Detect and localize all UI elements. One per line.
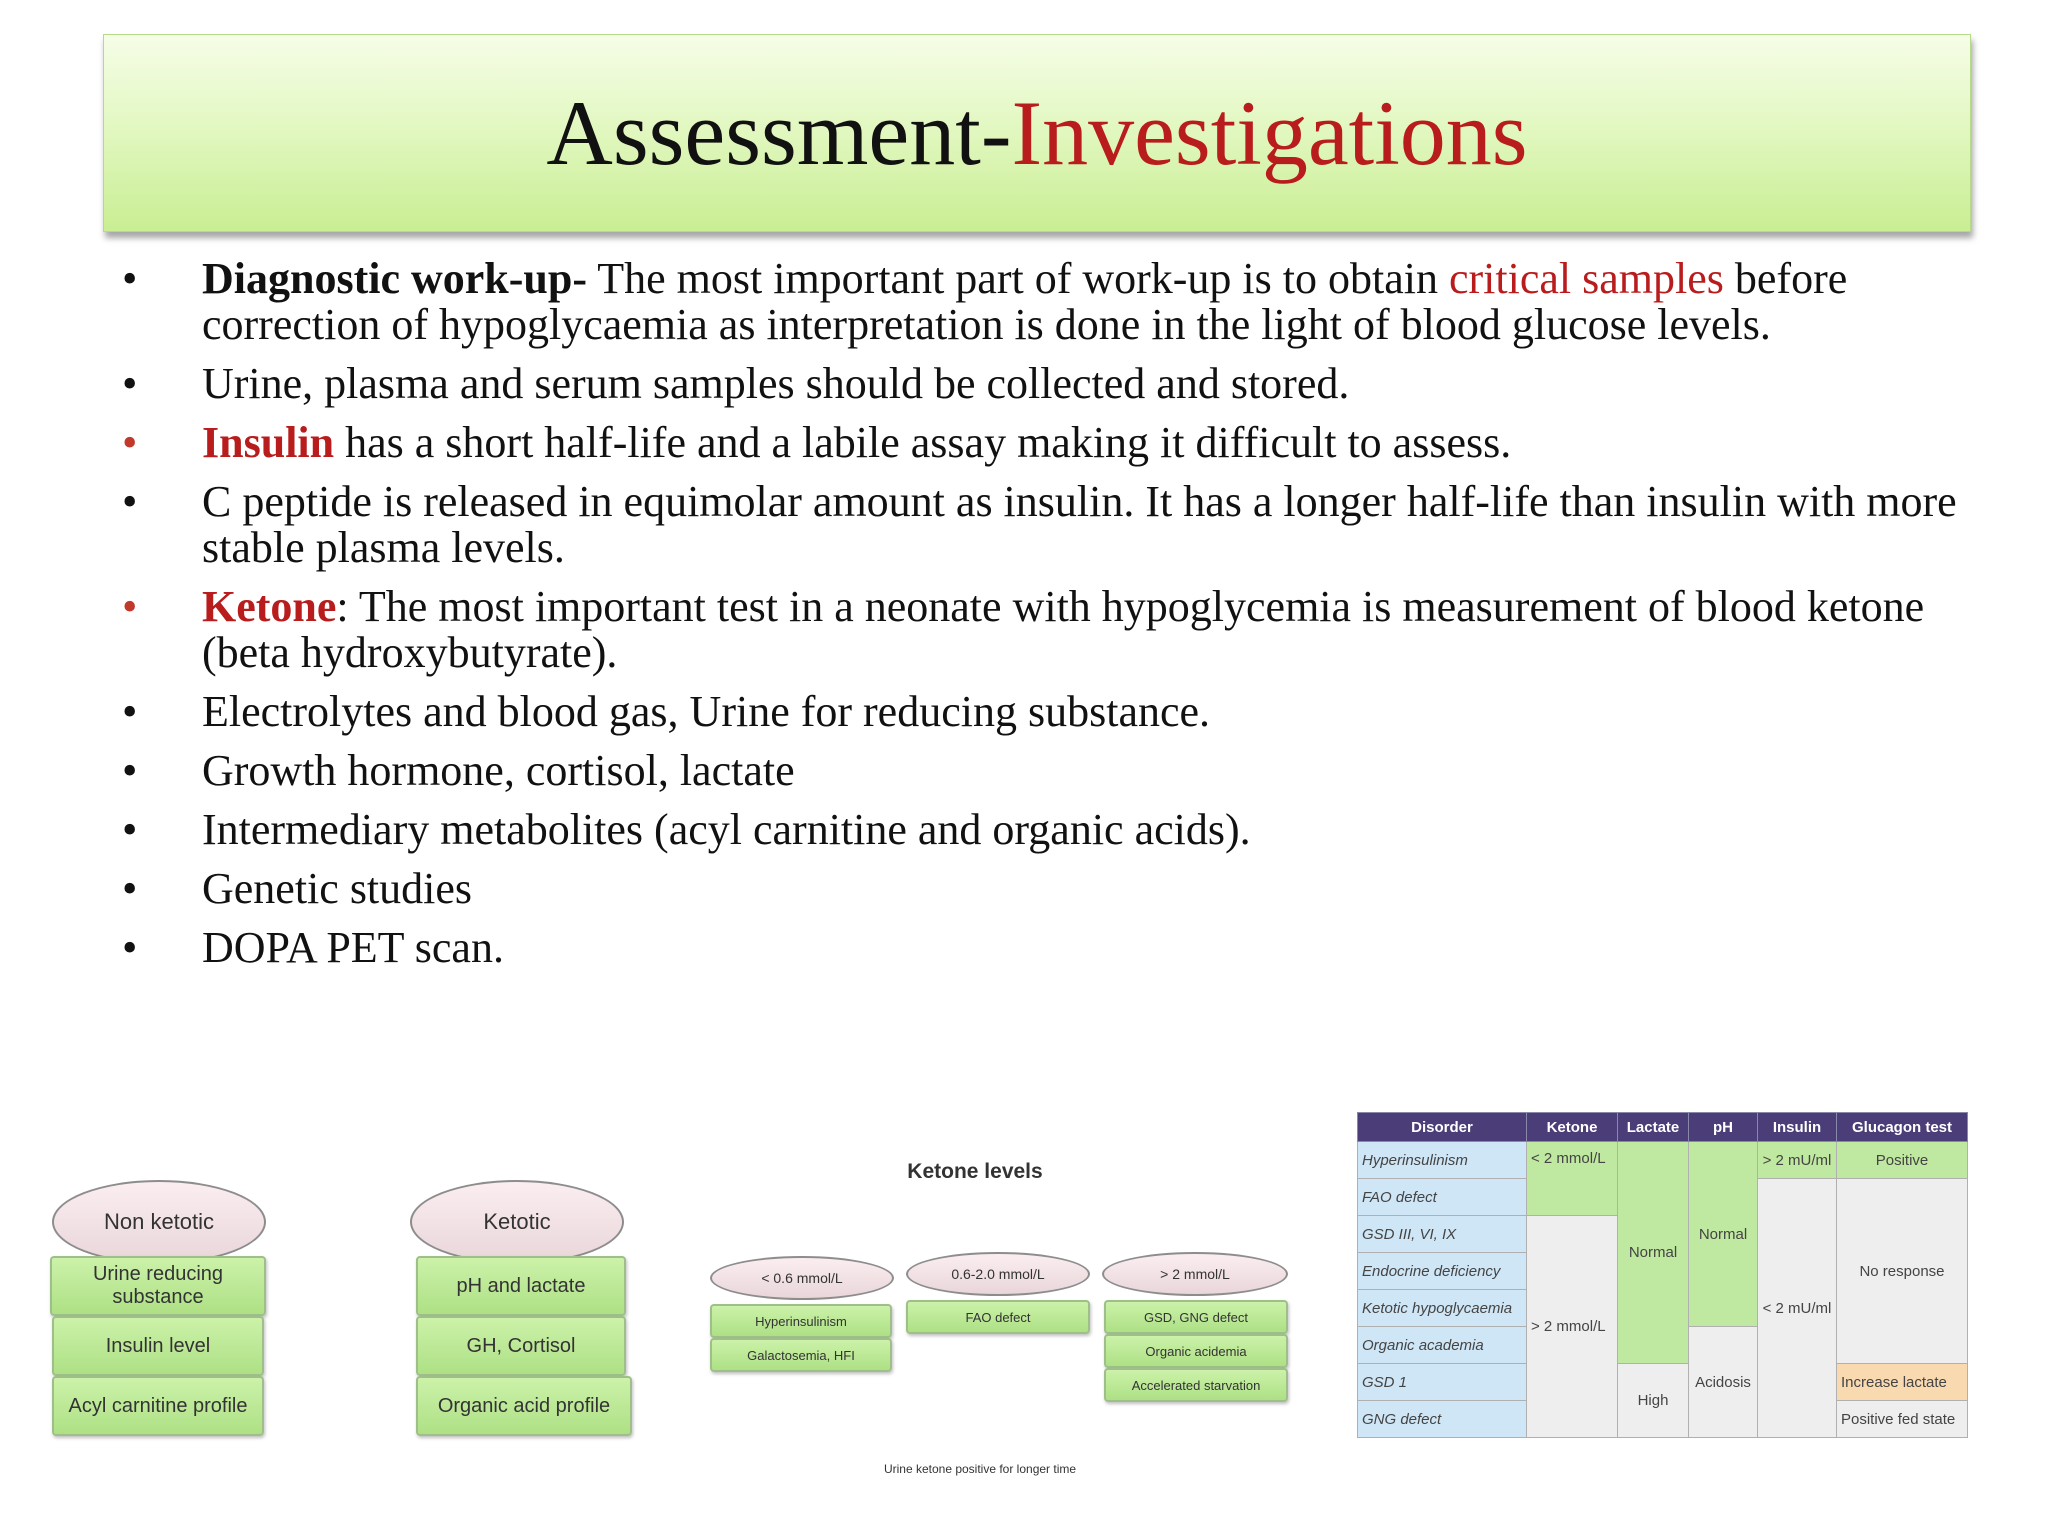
column-header: Glucagon test [1837,1113,1968,1142]
bullet-text: has a short half-life and a labile assay making it difficult to assess. [334,418,1512,467]
bullet-item [122,361,1962,407]
ketone-cell: < 2 mmol/L [1527,1142,1618,1216]
ketone-footnote: Urine ketone positive for longer time [883,1462,1077,1476]
table-row [1358,1142,1968,1179]
column-header: Ketone [1527,1113,1618,1142]
disorder-cell: Ketotic hypoglycaemia [1358,1290,1527,1327]
bullet-item [122,866,1962,912]
ketotic-oval: Ketotic [410,1180,624,1264]
bullet-item [122,807,1962,853]
title-banner [103,34,1971,232]
glucagon-cell: Increase lactate [1837,1364,1968,1401]
bullet-dot: • [122,746,138,795]
bullet-text: Electrolytes and blood gas, Urine for reducing substance. [202,687,1211,736]
slide-title [546,80,1527,186]
diagram2-box: pH and lactate [416,1256,626,1316]
bullet-text-rest: before correction of hypoglycaemia as interpretation is done in the light of blood glucose levels. [202,254,1848,349]
bullet-text: Growth hormone, cortisol, lactate [202,746,795,795]
title-part-2: Investigations [1011,82,1528,184]
disorder-cell: GSD III, VI, IX [1358,1216,1527,1253]
disorder-cell: GSD 1 [1358,1364,1527,1401]
bullet-text: DOPA PET scan. [202,923,504,972]
ketone-col3-box: GSD, GNG defect [1104,1300,1288,1334]
table-header-row [1358,1113,1968,1142]
glucagon-cell: No response [1837,1179,1968,1364]
bullet-dot: • [122,477,138,526]
bullet-highlight: critical samples [1448,254,1724,303]
bullet-bold: Ketone [202,582,337,631]
ketone-col3-box: Accelerated starvation [1104,1368,1288,1402]
ketone-level-oval: > 2 mmol/L [1102,1252,1288,1296]
disorder-cell: FAO defect [1358,1179,1527,1216]
insulin-cell: > 2 mU/ml [1758,1142,1837,1179]
bullet-dot: • [122,687,138,736]
glucagon-cell: Positive [1837,1142,1968,1179]
bullet-item [122,256,1962,348]
bullet-bold: Diagnostic work-up- [202,254,588,303]
ketone-col1-box: Galactosemia, HFI [710,1338,892,1372]
bullet-dot: • [122,864,138,913]
bullet-text: The most important part of work-up is to obtain [587,254,1449,303]
ketone-col2-box: FAO defect [906,1300,1090,1334]
table-row [1358,1364,1968,1401]
column-header: Insulin [1758,1113,1837,1142]
bullet-item [122,925,1962,971]
diagram2-box: GH, Cortisol [416,1316,626,1376]
ketone-col1-box: Hyperinsulinism [710,1304,892,1338]
diagram2-box: Organic acid profile [416,1376,632,1436]
bullet-item [122,748,1962,794]
glucagon-cell: Positive fed state [1837,1401,1968,1438]
bullet-dot: • [122,254,138,303]
ph-cell: Acidosis [1689,1327,1758,1438]
disorder-cell: Organic academia [1358,1327,1527,1364]
bullet-bold: Insulin [202,418,335,467]
bullet-text: C peptide is released in equimolar amount as insulin. It has a longer half-life than insulin with more stable plasma levels. [202,477,1957,572]
ketone-level-oval: < 0.6 mmol/L [710,1256,894,1300]
bullet-dot: • [122,418,138,467]
lactate-cell: High [1618,1364,1689,1438]
diagram1-box: Acyl carnitine profile [52,1376,264,1436]
disorder-cell: Endocrine deficiency [1358,1253,1527,1290]
bullet-text: : The most important test in a neonate with hypoglycemia is measurement of blood ketone (beta hydroxybutyrate). [202,582,1925,677]
disorder-cell: Hyperinsulinism [1358,1142,1527,1179]
column-header: Lactate [1618,1113,1689,1142]
ketone-level-oval: 0.6-2.0 mmol/L [906,1252,1090,1296]
diagram1-box: Insulin level [52,1316,264,1376]
disorder-cell: GNG defect [1358,1401,1527,1438]
bullet-item [122,420,1962,466]
bullet-list [122,256,1962,984]
title-part-1: Assessment- [546,82,1012,184]
non-ketotic-oval: Non ketotic [52,1180,266,1264]
bullet-text: Intermediary metabolites (acyl carnitine and organic acids). [202,805,1251,854]
bullet-item [122,584,1962,676]
diagram1-box: Urine reducing substance [50,1256,266,1316]
bullet-text: Urine, plasma and serum samples should be collected and stored. [202,359,1350,408]
bullet-dot: • [122,805,138,854]
ketone-cell: > 2 mmol/L [1527,1216,1618,1438]
column-header: Disorder [1358,1113,1527,1142]
bullet-text: Genetic studies [202,864,473,913]
bullet-dot: • [122,923,138,972]
lactate-cell: Normal [1618,1142,1689,1364]
ketone-levels-title: Ketone levels [907,1160,1043,1183]
bullet-dot: • [122,582,138,631]
ketone-col3-box: Organic acidemia [1104,1334,1288,1368]
insulin-cell: < 2 mU/ml [1758,1179,1837,1438]
bullet-dot: • [122,359,138,408]
bullet-item [122,689,1962,735]
disorder-table [1357,1112,1968,1438]
bullet-item [122,479,1962,571]
ph-cell: Normal [1689,1142,1758,1327]
column-header: pH [1689,1113,1758,1142]
